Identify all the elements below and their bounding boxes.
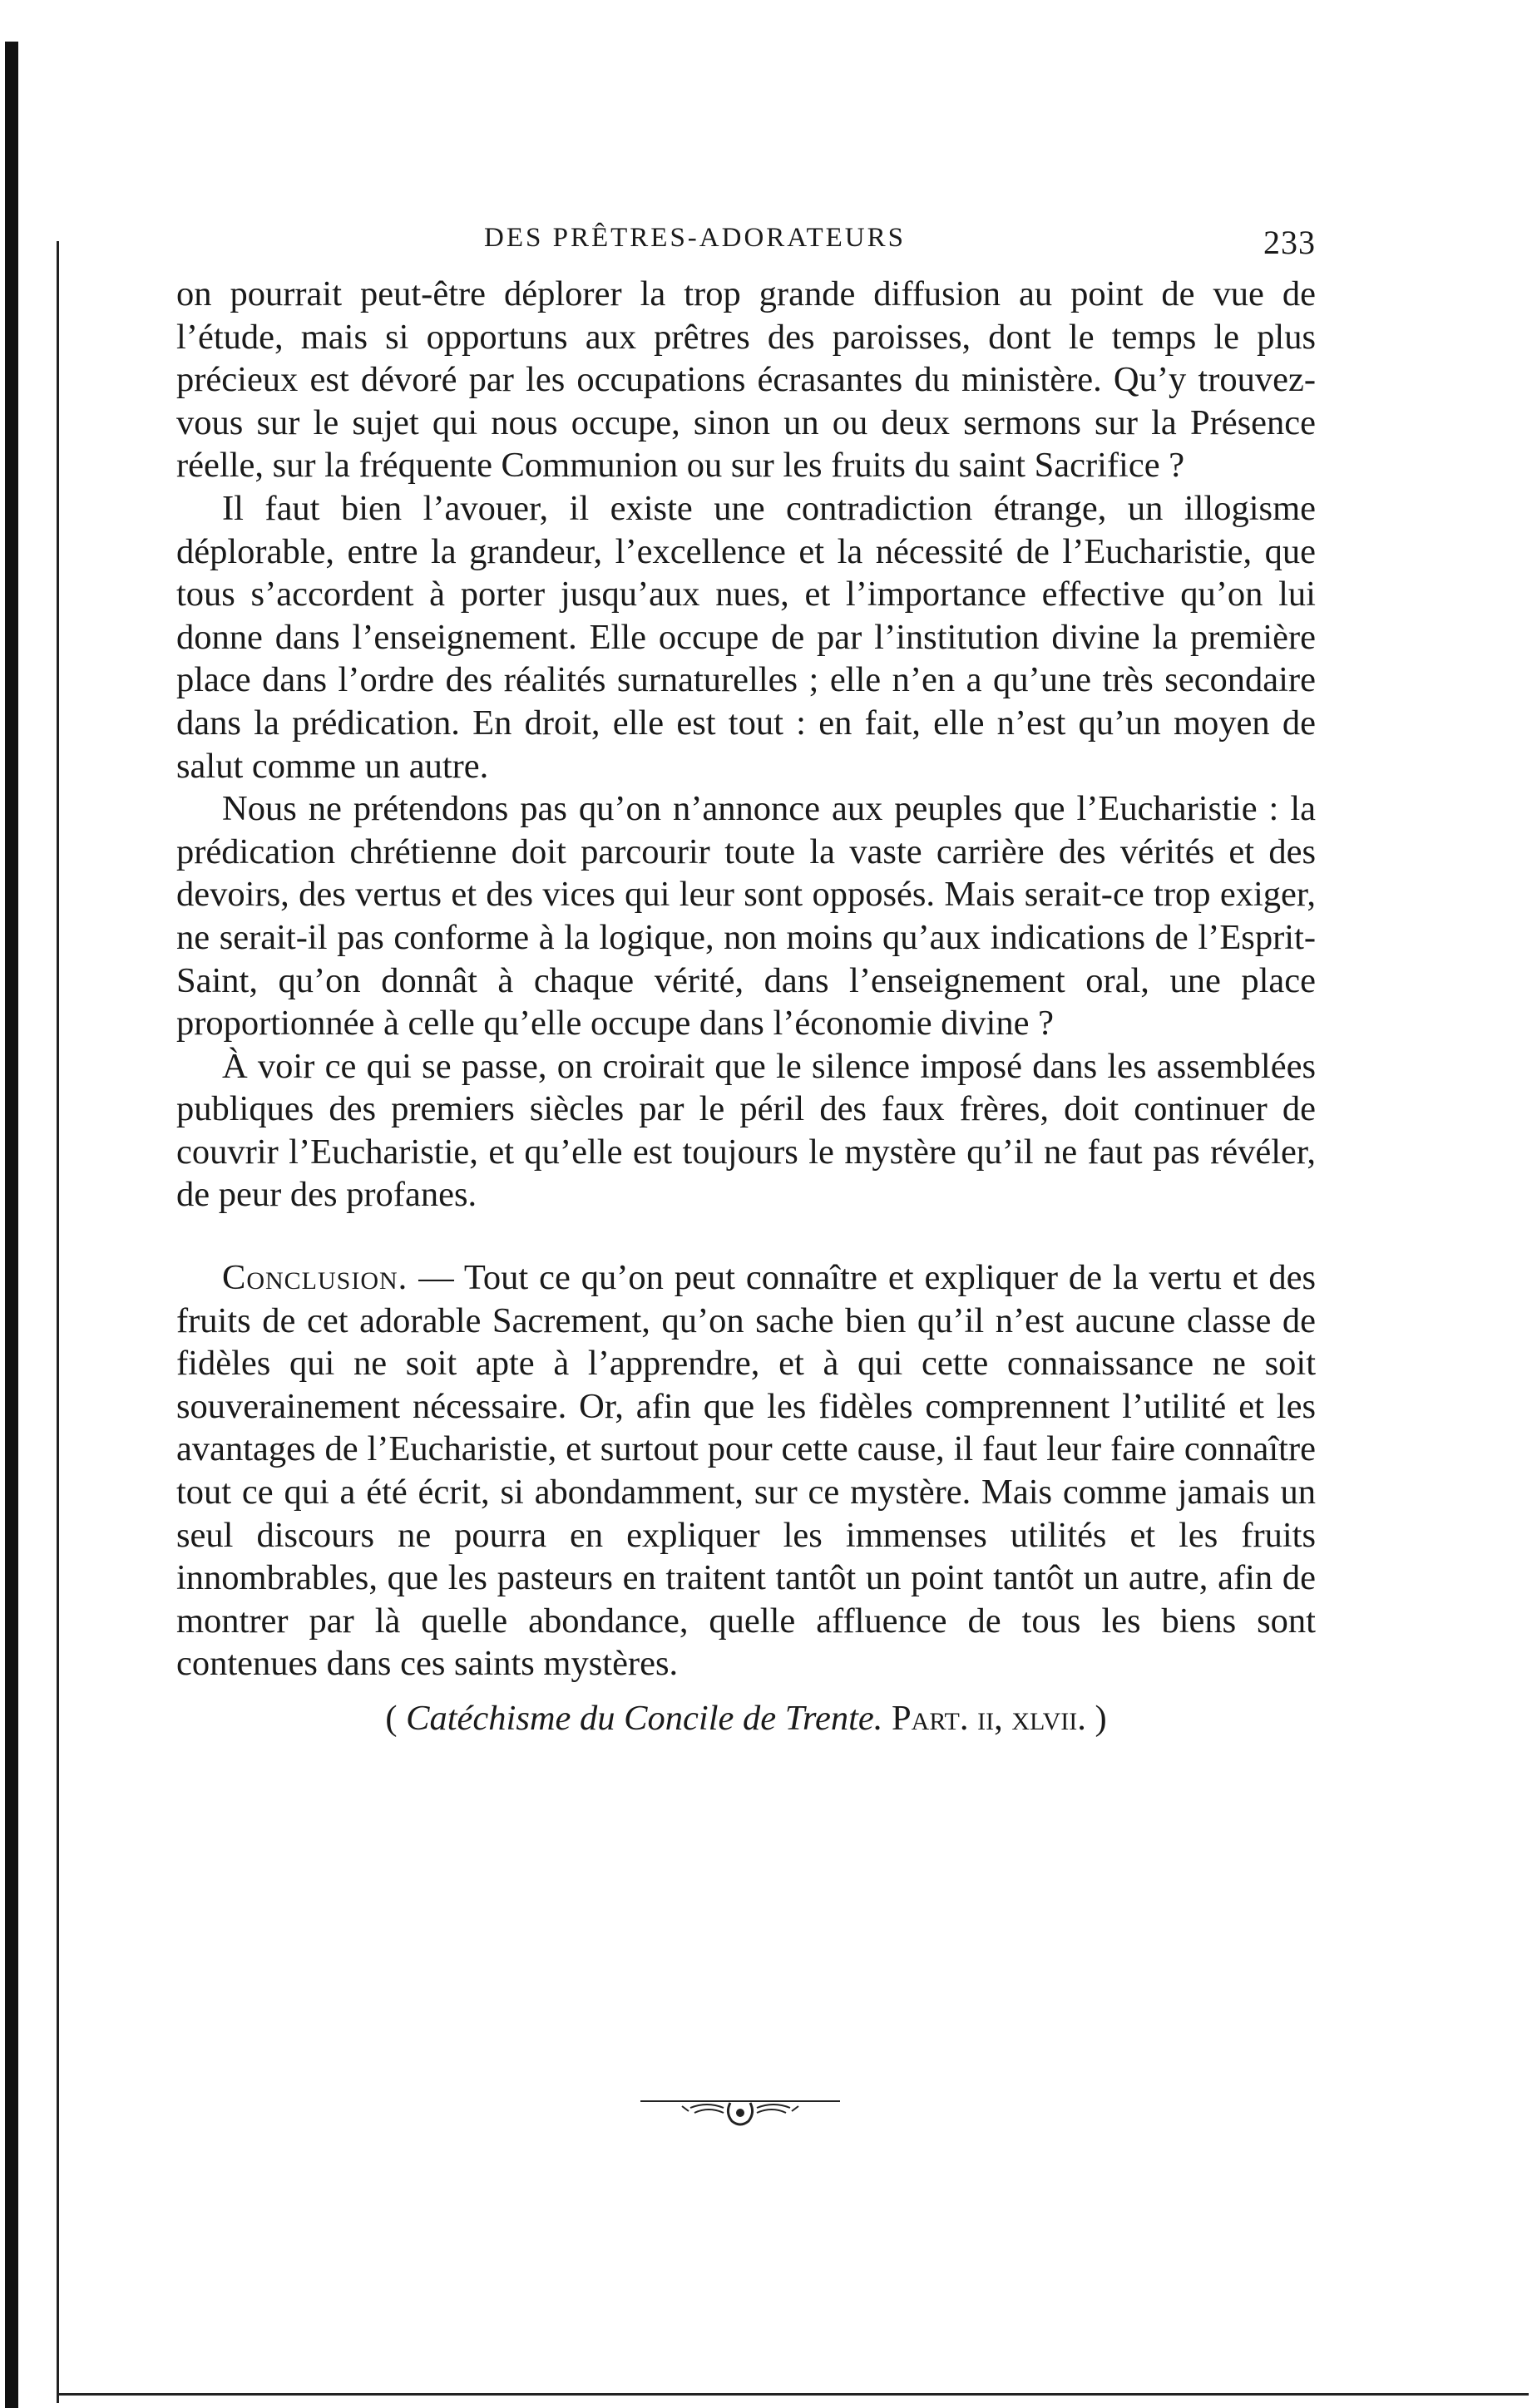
page-number: 233 xyxy=(1263,224,1316,261)
paragraph-preaching: Nous ne prétendons pas qu’on n’annonce aux peuples que l’Eucharistie : la prédication chrétienne doit parcourir toute la vaste carrière des vérités et des devoirs, des vertus et des vices qui leur sont opposés. Mais serait-ce trop exiger, ne serait-il pas conforme à la logique, non moins qu’aux indications de l’Esprit-Saint, qu’on donnât à chaque vérité, dans l’enseignement oral, une place proportionnée à celle qu’elle occupe dans l’économie divine ? xyxy=(176,789,1316,1044)
citation-open: ( xyxy=(385,1699,407,1738)
citation-close: ) xyxy=(1085,1699,1107,1738)
book-page xyxy=(176,223,1316,1744)
paragraph-contradiction: Il faut bien l’avouer, il existe une contradiction étrange, un illogisme déplorable, entre la grandeur, l’excellence et la nécessité de l’Eucharistie, que tous s’accordent à porter jusqu’aux nues, et l’importance effective qu’on lui donne dans l’enseignement. Elle occupe de par l’institution divine la première place dans l’ordre des réalités surnaturelles ; elle n’en a qu’une très secondaire dans la prédication. En droit, elle est tout : en fait, elle n’est qu’un moyen de salut comme un autre. xyxy=(176,488,1316,786)
margin-rule xyxy=(57,241,59,2403)
paragraph-silence: À voir ce qui se passe, on croirait que le silence imposé dans les assemblées publiques des premiers siècles par le péril des faux frères, doit continuer de couvrir l’Eucharistie, et qu’elle est toujours le mystère qu’il ne faut pas révéler, de peur des profanes. xyxy=(176,1046,1316,1215)
page-edge-border xyxy=(5,42,18,2408)
citation-reference: Part. ii, xlvii. xyxy=(882,1699,1086,1738)
conclusion-label: Conclusion. xyxy=(222,1258,408,1298)
citation-work: Catéchisme du Concile de Trente. xyxy=(406,1699,883,1738)
running-title: DES PRÊTRES-ADORATEURS xyxy=(484,223,906,253)
paragraph-continuation: on pourrait peut-être déplorer la trop grande diffusion au point de vue de l’étude, mais si opportuns aux prêtres des paroisses, dont le temps le plus précieux est dévoré par les occupations écrasantes du ministère. Qu’y trouvez-vous sur le sujet qui nous occupe, sinon un ou deux sermons sur la Présence réelle, sur la fréquente Communion ou sur les fruits du saint Sacrifice ? xyxy=(176,274,1316,486)
bottom-rule xyxy=(57,2393,1529,2396)
tailpiece-ornament-icon xyxy=(632,2083,848,2133)
conclusion-text: — Tout ce qu’on peut connaître et expliquer de la vertu et des fruits de cet adorable Sacrement, qu’on sache bien qu’il n’est aucune classe de fidèles qui ne soit apte à l’apprendre, et à qui cette connaissance ne soit souverainement nécessaire. Or, afin que les fidèles comprennent l’utilité et les avantages de l’Eucharistie, et surtout pour cette cause, il faut leur faire connaître tout ce qui a été écrit, si abondamment, sur ce mystère. Mais comme jamais un seul discours ne pourra en expliquer les immenses utilités et les fruits innombrables, que les pasteurs en traitent tantôt un point tantôt un autre, afin de montrer par là quelle abondance, quelle affluence de tous les biens sont contenues dans ces saints mystères. xyxy=(176,1258,1316,1684)
running-head xyxy=(176,223,1316,273)
paragraph-conclusion xyxy=(176,1256,1316,1685)
citation xyxy=(176,1694,1316,1744)
